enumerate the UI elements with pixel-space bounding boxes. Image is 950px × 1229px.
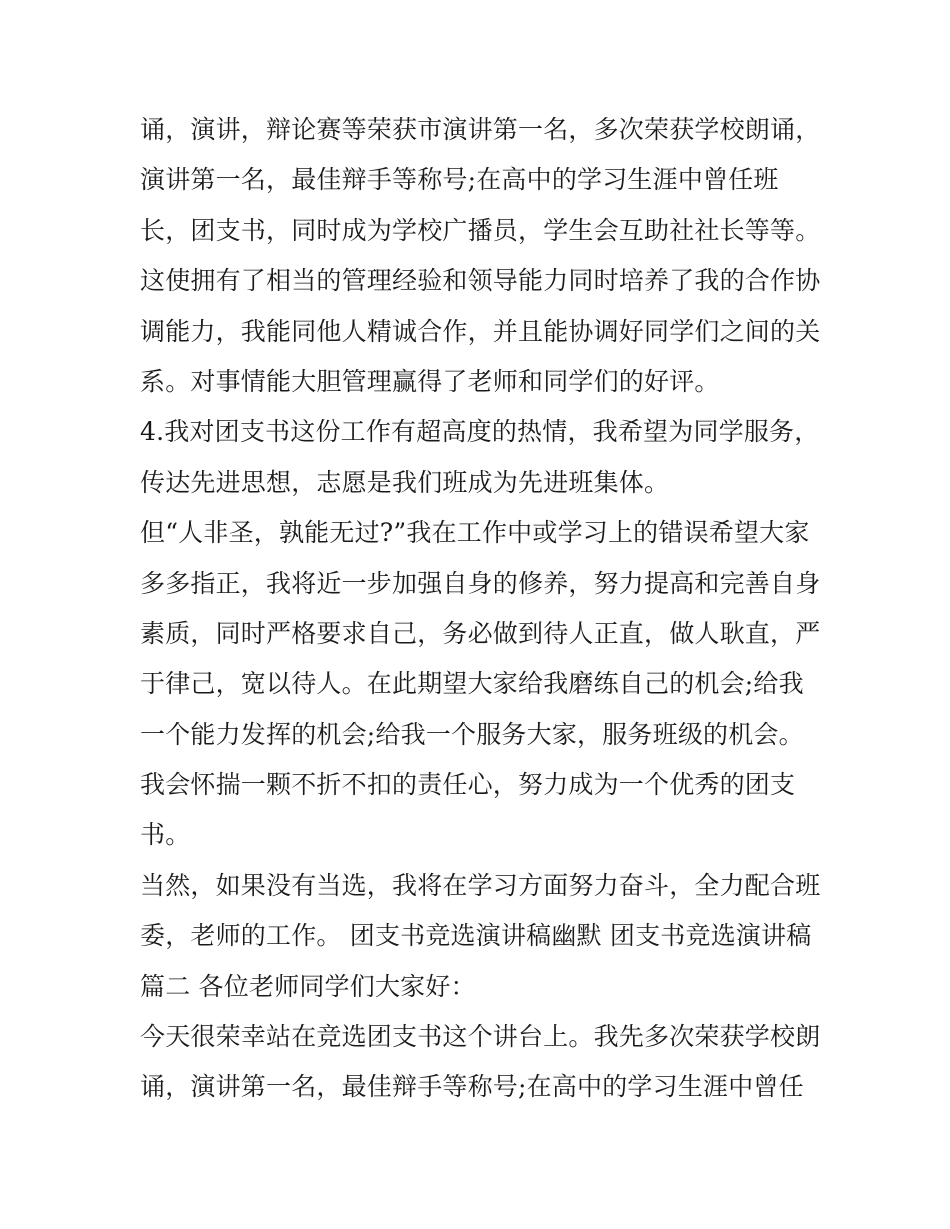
text-line: 素质，同时严格要求自己，务必做到待人正直，做人耿直，严 [140,618,821,648]
text-line: 多多指正，我将近一步加强自身的修养，努力提高和完善自身 [140,568,821,598]
text-line: 今天很荣幸站在竞选团支书这个讲台上。我先多次荣获学校朗 [140,1022,821,1052]
text-line: 4.我对团支书这份工作有超高度的热情，我希望为同学服务， [140,417,820,447]
text-line: 但“人非圣，孰能无过?”我在工作中或学习上的错误希望大家 [140,518,810,548]
text-line: 于律己，宽以待人。在此期望大家给我磨练自己的机会;给我 [140,669,804,699]
text-line: 这使拥有了相当的管理经验和领导能力同时培养了我的合作协 [140,266,821,296]
text-line: 篇二 各位老师同学们大家好： [140,971,476,1001]
text-line: 调能力，我能同他人精诚合作，并且能协调好同学们之间的关 [140,316,821,346]
text-line: 一个能力发挥的机会;给我一个服务大家，服务班级的机会。 [140,719,804,749]
text-line: 我会怀揣一颗不折不扣的责任心，努力成为一个优秀的团支 [140,770,796,800]
text-line: 长，团支书，同时成为学校广播员，学生会互助社社长等等。 [140,215,821,245]
text-line: 诵，演讲，辩论赛等荣获市演讲第一名，多次荣获学校朗诵， [140,115,821,144]
text-line: 书。 [140,820,191,850]
text-line: 传达先进思想，志愿是我们班成为先进班集体。 [140,467,670,497]
text-line: 系。对事情能大胆管理赢得了老师和同学们的好评。 [140,366,720,396]
text-line: 委，老师的工作。 团支书竞选演讲稿幽默 团支书竞选演讲稿 [140,921,812,951]
text-line: 当然，如果没有当选，我将在学习方面努力奋斗，全力配合班 [140,870,821,900]
body-text [140,105,830,1113]
text-line: 诵，演讲第一名，最佳辩手等称号;在高中的学习生涯中曾任 [140,1072,804,1102]
text-line: 演讲第一名，最佳辩手等称号;在高中的学习生涯中曾任班 [140,165,779,195]
